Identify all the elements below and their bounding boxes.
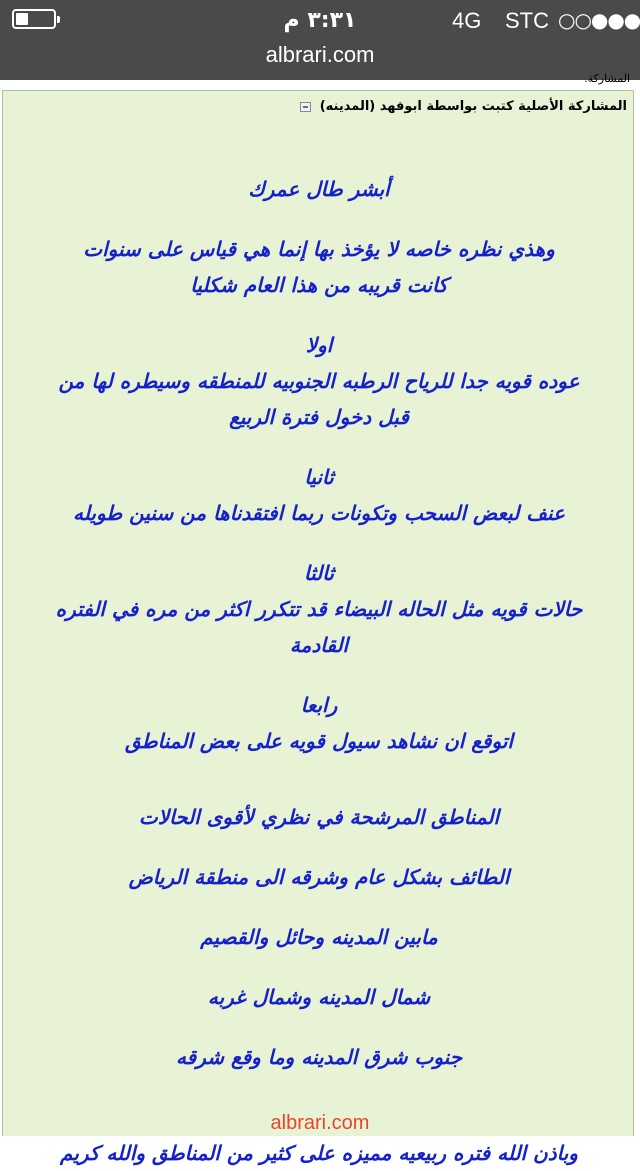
section-third-line-1: حالات قويه مثل الحاله البيضاء قد تتكرر اكثر من مره في الفتره [55,597,583,621]
quote-box [2,90,634,1165]
quote-header [300,99,627,114]
region-item: الطائف بشكل عام وشرقه الى منطقة الرياض [128,865,510,889]
quote-header-text: المشاركة الأصلية كتبت بواسطة ابوفهد (المدينه) [319,99,627,114]
section-first-line-2: قبل دخول فترة الربيع [229,405,409,429]
region-item: جنوب شرق المدينه وما وقع شرقه [175,1045,463,1069]
post-intro-line-1: وهذي نظره خاصه لا يؤخذ بها إنما هي قياس على سنوات [83,237,555,261]
post-closing: وباذن الله فتره ربيعيه مميزه على كثير من المناطق والله كريم [60,1141,578,1165]
view-post-icon[interactable] [300,102,311,112]
section-fourth-line-1: اتوقع ان نشاهد سيول قويه على بعض المناطق [125,729,513,753]
signal-strength-icon: ○○●●● [558,8,640,32]
post-greeting: أبشر طال عمرك [248,177,390,201]
section-title-fourth: رابعا [300,693,338,717]
browser-top-bar [0,0,640,80]
region-item: شمال المدينه وشمال غربه [207,985,431,1009]
section-third-line-2: القادمة [289,633,349,657]
section-title-first: اولا [305,333,333,357]
address-bar-url[interactable]: albrari.com [265,42,375,67]
status-bar [0,0,640,42]
cut-off-text: المشاركة. [584,72,630,85]
section-title-third: ثالثا [304,561,334,585]
section-first-line-1: عوده قويه جدا للرياح الرطبه الجنوبيه للمنطقه وسيطره لها من [58,369,580,393]
post-body [3,171,635,1171]
status-time: ٣:٣١ م [283,8,357,33]
region-item: مابين المدينه وحائل والقصيم [200,925,438,949]
site-watermark: albrari.com [270,1112,370,1134]
network-type: 4G [452,8,482,33]
carrier-name: STC [505,8,549,33]
section-title-second: ثانيا [304,465,334,489]
post-intro-line-2: كانت قريبه من هذا العام شكليا [190,273,448,297]
section-second-line-1: عنف لبعض السحب وتكونات ربما افتقدناها من سنين طويله [73,501,565,525]
regions-title: المناطق المرشحة في نظري لأقوى الحالات [138,805,500,829]
